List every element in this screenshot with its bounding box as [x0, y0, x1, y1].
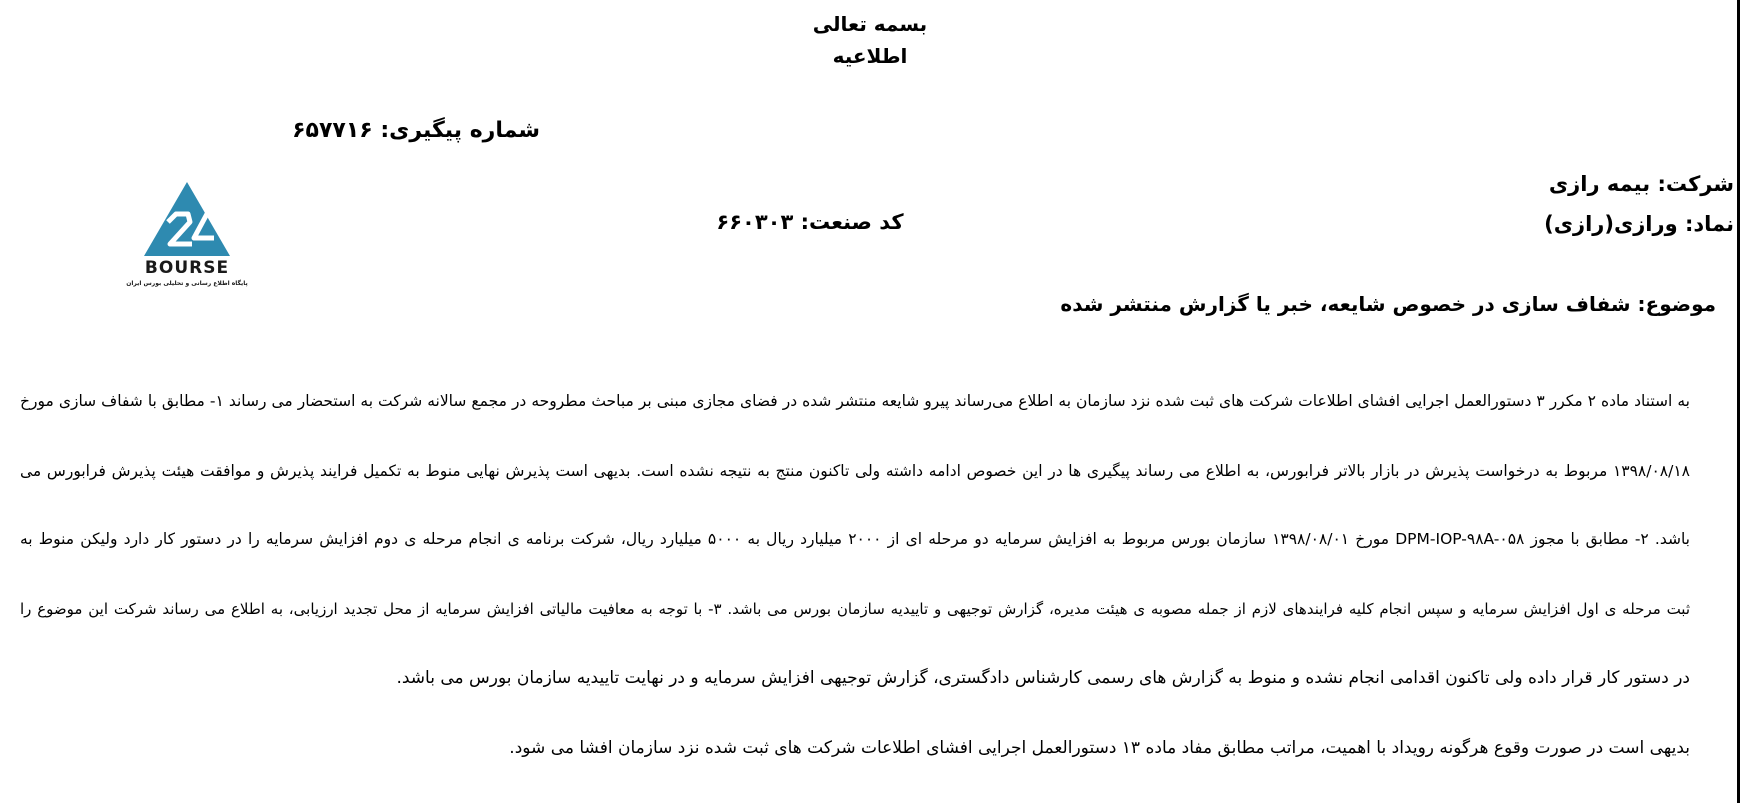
bourse24-logo-graphic	[124, 176, 250, 288]
industry-label: کد صنعت:	[800, 210, 904, 234]
announcement-title: اطلاعیه	[832, 44, 908, 68]
company-value: بیمه رازی	[1548, 172, 1651, 196]
body-paragraph-line: به استناد ماده ۲ مکرر ۳ دستورالعمل اجرایی افشای اطلاعات شرکت های ثبت شده نزد سازمان به اطلاع می‌رساند پیرو شایعه منتشر شده در فضای مجازی مبنی بر مباحث مطروحه در مجمع سالانه شرکت به استحضار می رساند ۱- مطابق با شفاف سازی مورخ	[20, 392, 1690, 410]
subject-value: شفاف سازی در خصوص شایعه، خبر یا گزارش منتشر شده	[1060, 292, 1631, 316]
body-paragraph-line: در دستور کار قرار داده ولی تاکنون اقدامی انجام نشده و منوط به گزارش های رسمی کارشناس دادگستری، گزارش توجیهی افزایش سرمایه و در نهایت تاییدیه سازمان بورس می باشد.	[396, 668, 1690, 688]
page-border-right	[1737, 0, 1740, 803]
industry-code	[660, 210, 960, 234]
symbol-value: ورازی(رازی)	[1544, 212, 1678, 236]
subject-line	[1000, 292, 1716, 316]
body-closing-line: بدیهی است در صورت وقوع هرگونه رویداد با اهمیت، مراتب مطابق مفاد ماده ۱۳ دستورالعمل اجرایی افشای اطلاعات شرکت های ثبت شده نزد سازمان افشا می شود.	[509, 738, 1690, 758]
tracking-number	[250, 118, 540, 143]
subject-label: موضوع:	[1637, 292, 1716, 316]
logo-brand-text: BOURSE	[144, 258, 230, 278]
symbol-label: نماد:	[1684, 212, 1734, 236]
tracking-value: ۶۵۷۷۱۶	[292, 118, 373, 143]
ticker-symbol	[1480, 212, 1734, 236]
bourse24-logo	[124, 176, 250, 288]
body-paragraph-line: باشد. ۲- مطابق با مجوز DPM-IOP-۹۸A-۰۵۸ مورخ ۱۳۹۸/۰۸/۰۱ سازمان بورس مربوط به افزایش سرمایه دو مرحله ای از ۲۰۰۰ میلیارد ریال به ۵۰۰۰ میلیارد ریال، شرکت برنامه ی انجام مرحله ی دوم افزایش سرمایه را در دستور کار دارد ولیکن منوط به	[20, 530, 1690, 548]
basmala-heading: بسمه تعالی	[812, 12, 928, 36]
industry-value: ۶۶۰۳۰۳	[716, 210, 794, 234]
tracking-label: شماره پیگیری:	[380, 118, 540, 143]
logo-caption: پایگاه اطلاع رسانی و تحلیلی بورس ایران	[126, 280, 248, 287]
company-label: شرکت:	[1657, 172, 1734, 196]
body-paragraph-line: ۱۳۹۸/۰۸/۱۸ مربوط به درخواست پذیرش در بازار بالاتر فرابورس، به اطلاع می رساند پیگیری ها در این خصوص ادامه داشته ولی تاکنون منتج به نتیجه نشده است. بدیهی است پذیرش نهایی منوط به تکمیل فرایند پذیرش و موافقت هیئت پذیرش فرابورس می	[20, 462, 1690, 480]
company-name	[1480, 172, 1734, 196]
body-paragraph-line: ثبت مرحله ی اول افزایش سرمایه و سپس انجام کلیه فرایندهای لازم از جمله مصوبه ی هیئت مدیره، گزارش توجیهی و تاییدیه سازمان بورس می باشد. ۳- با توجه به معافیت مالیاتی افزایش سرمایه از محل تجدید ارزیابی، به اطلاع می رساند شرکت این موضوع را	[20, 600, 1690, 618]
